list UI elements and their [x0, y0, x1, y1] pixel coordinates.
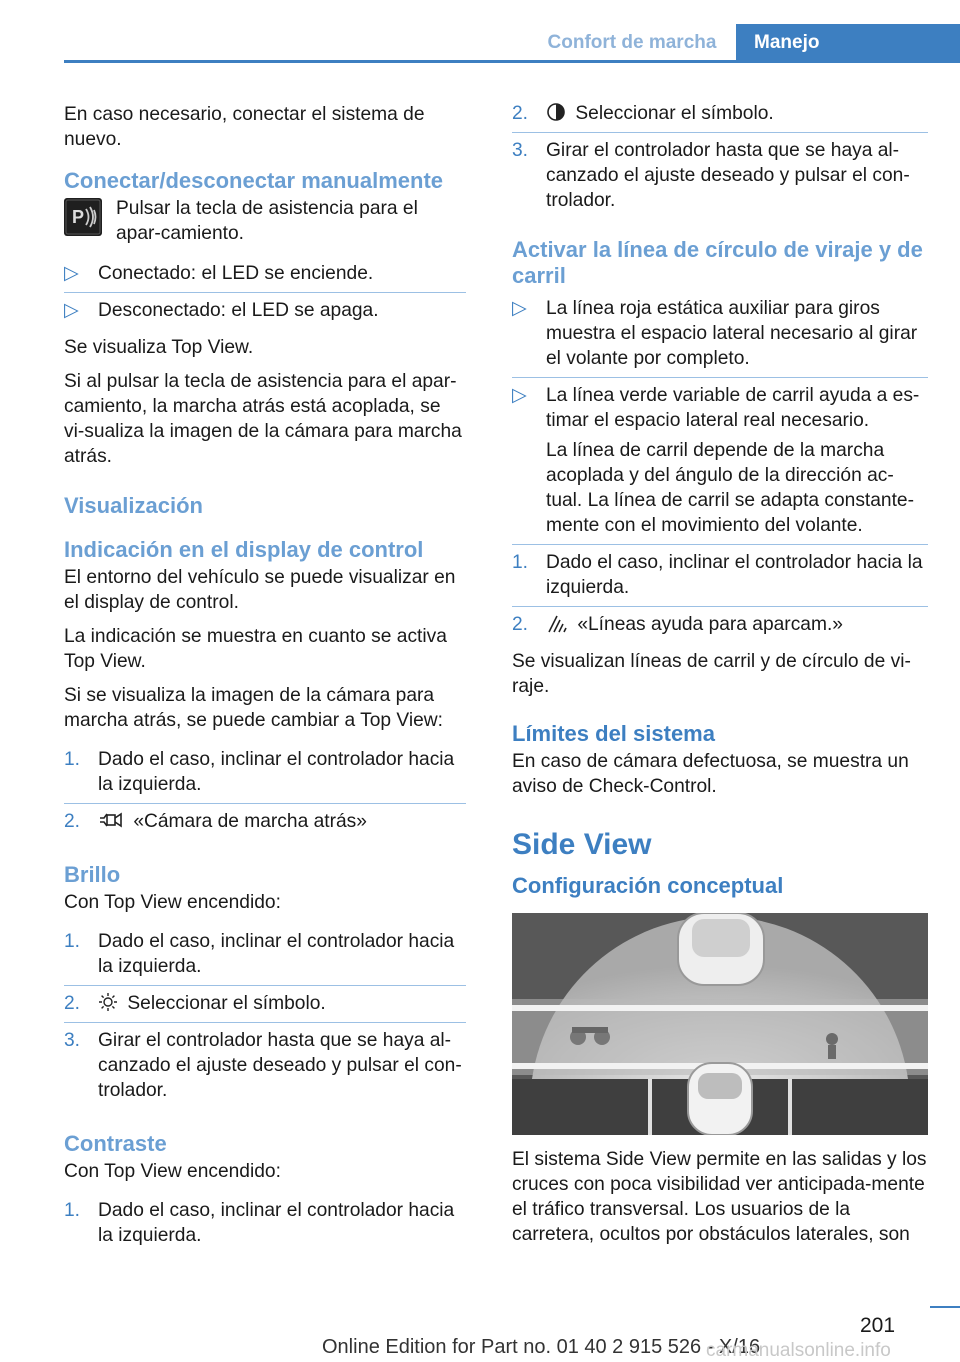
- step-number: 3.: [512, 140, 529, 161]
- contrast-icon: [546, 102, 566, 122]
- list-item: [512, 132, 928, 219]
- parking-lines-icon: [546, 613, 568, 633]
- list-item: [512, 606, 928, 643]
- heading-limits: Límites del sistema: [512, 721, 715, 746]
- list-item-text: La línea verde variable de carril ayuda a es-timar el espacio lateral real necesario.: [546, 385, 920, 431]
- list-item: [512, 291, 928, 377]
- list-item-text: «Cámara de marcha atrás»: [133, 811, 367, 832]
- show-paragraph: La indicación se muestra en cuanto se activa Top View.: [64, 626, 447, 672]
- list-item: [64, 1193, 466, 1254]
- list-item-content: [546, 612, 928, 637]
- step-number: 1.: [512, 552, 529, 573]
- list-item: [64, 742, 466, 803]
- bullet-marker: ▷: [512, 298, 527, 319]
- step-number: 2.: [512, 103, 529, 124]
- list-item-text: Dado el caso, inclinar el controlador hacia la izquierda.: [98, 1200, 455, 1246]
- list-item-text: Girar el controlador hasta que se haya al-canzado el ajuste deseado y pulsar el con-trolador.: [98, 1030, 462, 1101]
- header-rule: [64, 60, 960, 63]
- heading-visualizacion: Visualización: [64, 493, 203, 518]
- reverse-paragraph: Si al pulsar la tecla de asistencia para el apar-camiento, la marcha atrás está acoplada, se vi-sualiza la imagen de la cámara para marcha atrás.: [64, 371, 462, 467]
- lines-steps: [512, 544, 928, 643]
- step-number: 1.: [64, 749, 81, 770]
- bullet-marker: ▷: [64, 263, 79, 284]
- svg-text:P: P: [72, 207, 85, 227]
- contraste-paragraph: Con Top View encendido:: [64, 1161, 281, 1182]
- list-item-text: Seleccionar el símbolo.: [127, 993, 326, 1014]
- heading-brillo: Brillo: [64, 862, 121, 887]
- contrast-steps-continued: [512, 96, 928, 219]
- heading-concept: Configuración conceptual: [512, 873, 784, 898]
- list-item-text: «Líneas ayuda para aparcam.»: [577, 614, 843, 635]
- heading-contraste: Contraste: [64, 1131, 167, 1156]
- brillo-paragraph: Con Top View encendido:: [64, 892, 281, 913]
- heading-side-view: Side View: [512, 828, 652, 861]
- parking-assist-key-icon: [64, 198, 102, 236]
- list-item-text: Dado el caso, inclinar el controlador hacia la izquierda.: [98, 749, 455, 795]
- step-number: 2.: [512, 614, 529, 635]
- list-item-text: Dado el caso, inclinar el controlador hacia la izquierda.: [98, 931, 455, 977]
- page-number: 201: [860, 1314, 896, 1337]
- topview-paragraph: Se visualiza Top View.: [64, 337, 254, 358]
- step-number: 1.: [64, 931, 81, 952]
- led-bullet-list: [64, 256, 466, 329]
- step-number: 2.: [64, 993, 81, 1014]
- header-section-tab: Confort de marcha: [528, 24, 736, 61]
- heading-lines: Activar la línea de círculo de viraje y de carril: [512, 237, 923, 288]
- list-item: [512, 545, 928, 606]
- list-item-subtext: La línea de carril depende de la marcha acoplada y del ángulo de la dirección ac-tual. La línea de carril se adapta constante-mente con el movimiento del volante.: [546, 440, 914, 536]
- list-item-text: Seleccionar el símbolo.: [575, 103, 774, 124]
- brillo-steps: [64, 924, 466, 1109]
- lines-paragraph: Se visualizan líneas de carril y de círculo de vi-raje.: [512, 651, 911, 697]
- side-view-paragraph: El sistema Side View permite en las salidas y los cruces con poca visibilidad ver anticipada-mente el tráfico transversal. Los usuarios de la carretera, ocultos por obstáculos laterales, son: [512, 1149, 927, 1245]
- key-instruction: [64, 196, 466, 246]
- footer-edition: Online Edition for Part no. 01 40 2 915 526 - X/16: [322, 1336, 761, 1358]
- list-item-text: La línea roja estática auxiliar para giros muestra el espacio lateral necesario al girar el volante por completo.: [546, 298, 918, 369]
- left-column: [64, 102, 466, 1260]
- footer-rule: [930, 1306, 960, 1308]
- list-item-content: [98, 991, 466, 1016]
- heading-display: Indicación en el display de control: [64, 537, 424, 562]
- list-item-text: Desconectado: el LED se apaga.: [98, 300, 379, 321]
- list-item-content: [546, 101, 928, 126]
- switch-paragraph: Si se visualiza la imagen de la cámara para marcha atrás, se puede cambiar a Top View:: [64, 685, 443, 731]
- camera-icon: [98, 810, 124, 830]
- env-paragraph: El entorno del vehículo se puede visualizar en el display de control.: [64, 567, 456, 613]
- list-item: [64, 924, 466, 985]
- step-number: 3.: [64, 1030, 81, 1051]
- list-item: [64, 292, 466, 329]
- right-column: [512, 102, 928, 1256]
- step-number: 2.: [64, 811, 81, 832]
- list-item: [512, 96, 928, 132]
- list-item-content: [98, 809, 466, 834]
- list-item: [64, 985, 466, 1022]
- list-item-text: Girar el controlador hasta que se haya al-canzado el ajuste deseado y pulsar el con-trolador.: [546, 140, 910, 211]
- list-item: [512, 377, 928, 544]
- list-item: [64, 803, 466, 840]
- list-item-text: Conectado: el LED se enciende.: [98, 263, 374, 284]
- bullet-marker: ▷: [64, 300, 79, 321]
- limits-paragraph: En caso de cámara defectuosa, se muestra un aviso de Check-Control.: [512, 751, 909, 797]
- header-chapter-tab: Manejo: [736, 24, 960, 61]
- switch-steps: [64, 742, 466, 840]
- list-item-content: [546, 383, 928, 538]
- step-number: 1.: [64, 1200, 81, 1221]
- key-instruction-text: Pulsar la tecla de asistencia para el apar-camiento.: [116, 198, 418, 244]
- watermark: carmanualsonline.info: [706, 1340, 891, 1361]
- bullet-marker: ▷: [512, 385, 527, 406]
- intro-paragraph: En caso necesario, conectar el sistema de nuevo.: [64, 104, 425, 150]
- list-item: [64, 1022, 466, 1109]
- list-item-text: Dado el caso, inclinar el controlador hacia la izquierda.: [546, 552, 923, 598]
- list-item: [64, 256, 466, 292]
- side-view-illustration: [512, 913, 928, 1135]
- brightness-icon: [98, 992, 118, 1012]
- contraste-steps: [64, 1193, 466, 1254]
- heading-manual: Conectar/desconectar manualmente: [64, 168, 444, 193]
- lines-bullet-list: [512, 291, 928, 544]
